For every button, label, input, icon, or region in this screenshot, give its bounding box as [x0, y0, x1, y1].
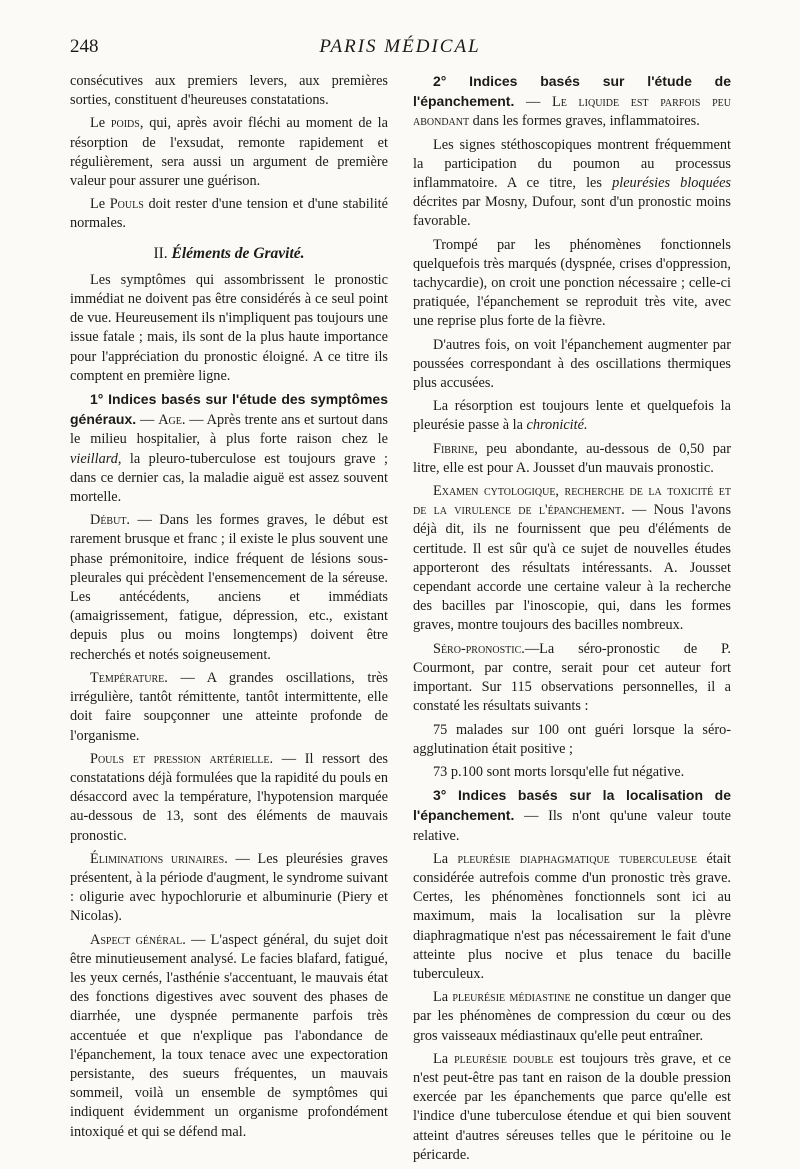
paragraph: Les symptômes qui assombrissent le pronostic immédiat ne doivent pas être considérés à ce seul point de vue. Heureusement ils n'impliquent pas toujours une issue fatale ; mais, ils sont de la plus haute importance pour l'appréciation du pronostic éloigné. A ce titre ils comptent en première ligne.	[70, 271, 388, 384]
term: Pouls	[109, 196, 144, 213]
term: Le liquide est parfois peu abondant	[413, 94, 731, 130]
running-title: PARIS MÉDICAL	[319, 36, 481, 57]
term: Fibrine,	[433, 440, 478, 457]
term: Éliminations urinaires.	[90, 850, 228, 867]
paragraph: Le Pouls doit rester d'une tension et d'une stabilité normales.	[70, 196, 388, 232]
term: Pouls et pression artérielle.	[90, 750, 274, 767]
term: Séro-pronostic.	[433, 640, 525, 657]
term: poids	[110, 115, 140, 132]
term: Age.	[158, 412, 186, 429]
paragraph: Température. — A grandes oscillations, très irrégulière, tantôt rémittente, tantôt intermittente, elle doit faire soupçonner une atteinte profonde de l'organisme.	[70, 669, 388, 744]
paragraph: Aspect général. — L'aspect général, du sujet doit être minutieusement analysé. Le facies blafard, fatigué, les yeux cernés, l'asthénie s'accentuant, le mauvais état des fonctions digestives avec souvent des phases de diarrhée, une dyspnée permanente parfois très accentuée et que n'explique pas l'abondance de l'épanchement, la toux tenace avec une expectoration persistante, des sueurs fréquentes, un mauvais sommeil, voilà un ensemble de symptômes qui indiquent évidemment un organisme profondément intoxiqué et qui se défend mal.	[70, 931, 388, 1140]
paragraph: La pleurésie médiastine ne constitue un danger que par les phénomènes de compression du cœur ou des gros vaisseaux médiastinaux qu'elle peut entraîner.	[413, 989, 731, 1044]
paragraph: D'autres fois, on voit l'épanchement augmenter par poussées correspondant à des oscillations thermiques plus accusées.	[413, 336, 731, 392]
paragraph: Éliminations urinaires. — Les pleurésies graves présentent, à la période d'augment, le syndrome suivant : oligurie avec hypochlorurie et albuminurie (Piery et Nicolas).	[70, 850, 388, 925]
paragraph: Pouls et pression artérielle. — Il ressort des constatations déjà formulées que la rapidité du pouls en désaccord avec la température, l'hypotension marquée au-dessous de 13, sont des éléments de mauvais pronostic.	[70, 750, 388, 844]
paragraph: 75 malades sur 100 ont guéri lorsque la séro-agglutination était positive ;	[413, 721, 731, 757]
paragraph: Fibrine, peu abondante, au-dessous de 0,50 par litre, elle est pour A. Jousset d'un mauvais pronostic.	[413, 440, 731, 476]
subsection-heading: 1° Indices basés sur l'étude des symptômes généraux.	[70, 391, 388, 428]
paragraph: consécutives aux premiers levers, aux premières sorties, constituent d'heureuses constatations.	[70, 73, 388, 109]
paragraph: Les signes stéthoscopiques montrent fréquemment la participation du poumon au processus inflammatoire. A ce titre, les pleurésies bloquées décrites par Mosny, Dufour, sont d'un pronostic moins favorable.	[413, 136, 731, 230]
page-number: 248	[70, 36, 99, 57]
paragraph: 73 p.100 sont morts lorsqu'elle fut négative.	[433, 763, 685, 780]
term: pleurésie médiastine	[452, 989, 571, 1006]
page-header	[70, 36, 730, 64]
paragraph: 1° Indices basés sur l'étude des symptômes généraux. — Age. — Après trente ans et surtout dans le milieu hospitalier, à plus forte raison chez le vieillard, la pleuro-tuberculose est toujours grave ; dans ce dernier cas, la maladie aiguë est assez souvent mortelle.	[70, 391, 389, 506]
term: Température.	[90, 669, 168, 686]
left-column	[70, 72, 388, 1146]
paragraph: 2° Indices basés sur l'étude de l'épanchement. — Le liquide est parfois peu abondant dans les formes graves, inflammatoires.	[413, 73, 731, 130]
paragraph: La pleurésie diaphagmatique tuberculeuse était considérée autrefois comme d'un pronostic très grave. Certes, les phénomènes fonctionnels sont ici au maximum, mais la localisation sur la plèvre diaphragmatique n'est pas nécessairement le fait d'une atteinte plus nocive et plus tenace du bacille tuberculeux.	[413, 850, 732, 982]
paragraph: Examen cytologique, recherche de la toxicité et de la virulence de l'épanchement. — Nous l'avons déjà dit, ils ne fournissent que peu d'éléments de certitude. Il est sûr qu'à ce sujet de nouvelles études apporteront des résultats intéressants. A. Jousset cependant accorde une certaine valeur à la recherche des bacilles par l'inoscopie, qui, dans les formes graves, montre toujours des bacilles nombreux.	[413, 483, 732, 634]
subsection-heading: 3° Indices basés sur la localisation de l'épanchement.	[413, 787, 731, 824]
subsection-heading: 2° Indices basés sur l'étude de l'épanchement.	[413, 73, 731, 110]
right-column	[413, 72, 731, 1169]
term: pleurésie diaphagmatique tuberculeuse	[457, 850, 697, 867]
section-heading: II. Éléments de Gravité.	[153, 244, 305, 262]
paragraph: Début. — Dans les formes graves, le début est rarement brusque et franc ; il existe le plus souvent une phase prémonitoire, indice fréquent de lésions sous-pleurales qui précèdent l'ensemencement de la séreuse. Les antécédents, anciens et immédiats (amaigrissement, fatigue, dépression, etc., existant depuis plus ou moins longtemps) doivent être recherchés et notés soigneusement.	[70, 512, 388, 663]
paragraph: Séro-pronostic.—La séro-pronostic de P. Courmont, par contre, serait pour cet auteur fort important. Sur 115 observations personnelles, il a constaté les résultats suivants :	[413, 640, 731, 715]
term: Examen cytologique, recherche de la toxicité et de la virulence de l'épanchement.	[413, 483, 731, 519]
paragraph: Le poids, qui, après avoir fléchi au moment de la résorption de l'exsudat, remonte rapidement et régulièrement, sera aussi un argument de première valeur pour assurer une guérison.	[70, 115, 389, 190]
term: pleurésie double	[454, 1050, 554, 1067]
paragraph: Trompé par les phénomènes fonctionnels quelquefois très marqués (dyspnée, crises d'oppression, tachycardie), on croit une ponction nécessaire ; celle-ci pratiquée, l'épanchement se reproduit très vite, avec une reprise plus forte de la fièvre.	[413, 236, 731, 330]
paragraph: 3° Indices basés sur la localisation de l'épanchement. — Ils n'ont qu'une valeur toute relative.	[413, 787, 731, 844]
paragraph: La résorption est toujours lente et quelquefois la pleurésie passe à la chronicité.	[413, 398, 731, 434]
term: Aspect général.	[90, 931, 186, 948]
paragraph: La pleurésie double est toujours très grave, et ce n'est peut-être pas tant en raison de la double pression exercée par les épanchements que parce qu'elle est l'indice d'une tuberculose étendue et qui bien souvent atteint d'autres séreuses telles que le péritoine ou le péricarde.	[413, 1050, 731, 1163]
term: Début.	[90, 512, 131, 529]
